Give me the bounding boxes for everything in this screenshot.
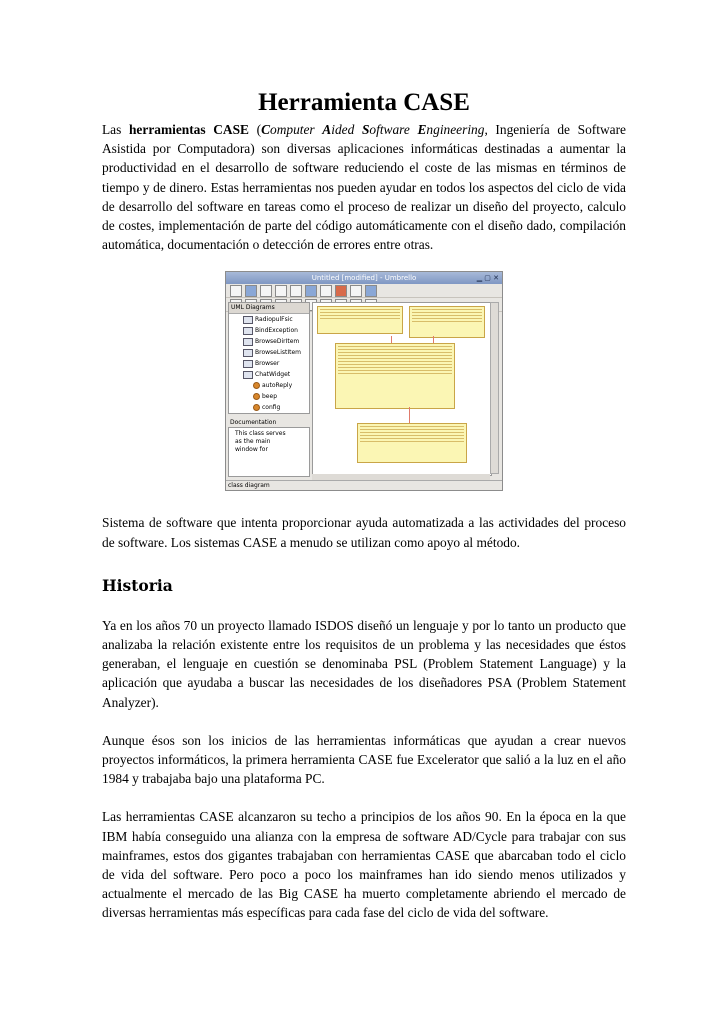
operation-icon — [253, 382, 260, 389]
tree-subitem-label: config — [262, 404, 281, 412]
print-icon — [275, 285, 287, 297]
acronym-letter-c: C — [261, 122, 271, 137]
acronym-letter-a: A — [322, 122, 332, 137]
association-line — [433, 336, 434, 343]
tree-item-label: BindException — [255, 327, 298, 335]
copy-icon — [305, 285, 317, 297]
umbrello-screenshot-figure — [225, 271, 503, 491]
class-icon — [243, 371, 253, 379]
association-line — [409, 407, 410, 423]
tree-item — [229, 325, 309, 336]
acronym-word-e: ngineering — [426, 122, 485, 137]
class-icon — [243, 327, 253, 335]
history-paragraph: Ya en los años 70 un proyecto llamado ISDOS diseñó un lenguaje y por lo tanto un producto que analizaba la relación existente entre los requisitos de un problema y las necesidades que éstos generaban, el lenguaje en cuestión se denominaba PSL (Problem Statement Language) y la aplicación que ayudaba a buscar las necesidades de los diseñadores PSA (Problem Statement Analyzer). — [102, 617, 626, 710]
operation-icon — [253, 404, 260, 411]
history-paragraph: Aunque ésos son los inicios de las herramientas informáticas que ayudan a crear nuevos proyectos informáticos, la primera herramienta CASE fue Excelerator que salió a la luz en el año 1984 y trabajaba bajo una plataforma PC. — [102, 732, 626, 787]
page-title: Herramienta CASE — [258, 89, 470, 116]
intro-paragraph — [102, 120, 626, 254]
intro-paren: ( — [248, 122, 262, 137]
acronym-expansion — [261, 122, 484, 137]
tree-item-label: BrowseDirItem — [255, 338, 300, 346]
tree-item — [229, 369, 309, 380]
redo-icon — [350, 285, 362, 297]
documentation-header: Documentation — [230, 419, 277, 427]
class-icon — [243, 316, 253, 324]
class-icon — [243, 360, 253, 368]
intro-bold-term: herramientas CASE — [128, 122, 249, 137]
undo-icon — [335, 285, 347, 297]
class-icon — [243, 349, 253, 357]
uml-class-box — [317, 306, 403, 334]
tree-header: UML Diagrams — [229, 303, 309, 314]
cut-icon — [290, 285, 302, 297]
tree-subitem — [229, 402, 309, 413]
documentation-line: as the main — [235, 438, 271, 446]
tree-item — [229, 358, 309, 369]
tree-item — [229, 347, 309, 358]
tree-item — [229, 314, 309, 325]
tree-subitem-label: beep — [262, 393, 277, 401]
figure-caption-paragraph: Sistema de software que intenta proporcionar ayuda automatizada a las actividades del proceso de software. Los sistemas CASE a menudo se utilizan como apoyo al método. — [102, 515, 626, 550]
tree-item-label: Browser — [255, 360, 280, 368]
open-icon — [245, 285, 257, 297]
uml-tree-view — [228, 302, 310, 414]
association-line — [391, 336, 392, 343]
documentation-line: This class serves — [235, 430, 286, 438]
window-title: Untitled [modified] - Umbrello — [311, 274, 417, 283]
documentation-line: window for — [235, 446, 268, 454]
tree-subitem — [229, 380, 309, 391]
intro-text-rest: , Ingeniería de Software Asistida por Computadora) son diversas aplicaciones informáticas destinadas a aumentar la productividad en el desarrollo de software reduciendo el coste de las mismas en términos de tiempo y de dinero. Estas herramientas nos pueden ayudar en todos los aspectos del ciclo de vida de desarrollo del software en tareas como el proceso de realizar un diseño del proyecto, calculo de costes, implementación de parte del código automáticamente con el diseño dado, compilación automática, documentación o detección de errores entre otras. — [102, 122, 626, 253]
window-controls: ▁ ▢ ✕ — [476, 274, 499, 283]
tree-item-label: ChatWidget — [255, 371, 291, 379]
tree-subitem-label: autoReply — [262, 382, 293, 390]
tree-subitem — [229, 391, 309, 402]
acronym-letter-e: E — [417, 122, 427, 137]
tree-item-label: BrowseListItem — [255, 349, 301, 357]
zoom-icon — [365, 285, 377, 297]
paste-icon — [320, 285, 332, 297]
section-heading-historia: Historia — [102, 575, 173, 595]
acronym-letter-s: S — [361, 122, 370, 137]
vertical-scrollbar — [490, 302, 499, 474]
document-page — [102, 86, 626, 923]
new-icon — [230, 285, 242, 297]
left-panels — [228, 302, 310, 476]
class-icon — [243, 338, 253, 346]
window-titlebar — [226, 272, 502, 284]
documentation-panel — [228, 418, 310, 476]
documentation-text — [228, 427, 310, 477]
acronym-word-a: ided — [331, 122, 362, 137]
uml-class-box — [357, 423, 467, 463]
uml-class-box — [335, 343, 455, 409]
main-toolbar — [226, 284, 502, 298]
tree-item-label: RadiopulFsic — [255, 316, 293, 324]
save-icon — [260, 285, 272, 297]
acronym-word-c: omputer — [270, 122, 323, 137]
tree-item — [229, 336, 309, 347]
diagram-canvas — [312, 302, 492, 476]
operation-icon — [253, 393, 260, 400]
status-bar: class diagram — [226, 480, 503, 490]
intro-text-start: Las — [102, 122, 129, 137]
uml-class-box — [409, 306, 485, 338]
acronym-word-s: oftware — [369, 122, 418, 137]
history-paragraph: Las herramientas CASE alcanzaron su techo a principios de los años 90. En la época en la que IBM había conseguido una alianza con la empresa de software AD/Cycle para trabajar con sus mainframes, estos dos gigantes trabajaban con herramientas CASE que abarcaban todo el ciclo de vida del software. Pero poco a poco los mainframes han ido siendo menos utilizados y actualmente el mercado de las Big CASE ha muerto completamente abriendo el mercado de diversas herramientas más específicas para cada fase del ciclo de vida del software. — [102, 809, 626, 921]
